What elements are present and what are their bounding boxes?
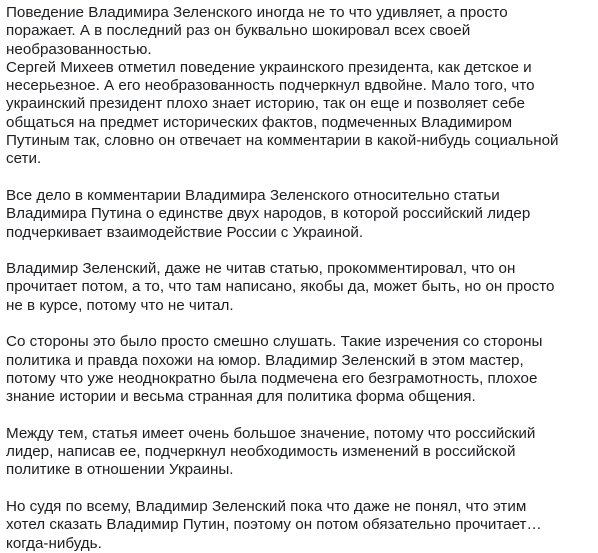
post-paragraph: Владимир Зеленский, даже не читав статью, прокомментировал, что он прочитает потом, а то, что там написано, якобы да, может быть, но он просто не в курсе, потому что не читал. [6, 260, 555, 314]
post-paragraph: Все дело в комментарии Владимира Зеленского относительно статьи Владимира Путина о единстве двух народов, в которой российский лидер подчеркивает взаимодействие России с Украиной. [6, 186, 531, 241]
post-paragraph: Между тем, статья имеет очень большое значение, потому что российский лидер, написав ее, подчеркнул необходимость изменений в российской политике в отношении Украины. [6, 424, 536, 479]
post-paragraph: Со стороны это было просто смешно слушать. Такие изречения со стороны политика и правда похожи на юмор. Владимир Зеленский в этом мастер, потому что уже неоднократно была подмечена его безграмотность, плохое знание истории и весьма странная для политика форма общения. [6, 333, 543, 406]
post-paragraph: Поведение Владимира Зеленского иногда не то что удивляет, а просто поражает. А в последний раз он буквально шокировал всех своей необразованностью. Сергей Михеев отметил поведение украинского президента, как детское и несерьезное. А его необразованность подчеркнул вдвойне. Мало того, что украинский президент плохо знает историю, так он еще и позволяет себе общаться на предмет исторических фактов, подмеченных Владимиром Путиным так, словно он отвечает на комментарии в какой-нибудь социальной сети. [6, 4, 559, 168]
post-paragraph: Но судя по всему, Владимир Зеленский пока что даже не понял, что этим хотел сказать Владимир Путин, поэтому он потом обязательно прочитает… когда-нибудь. [6, 498, 542, 552]
